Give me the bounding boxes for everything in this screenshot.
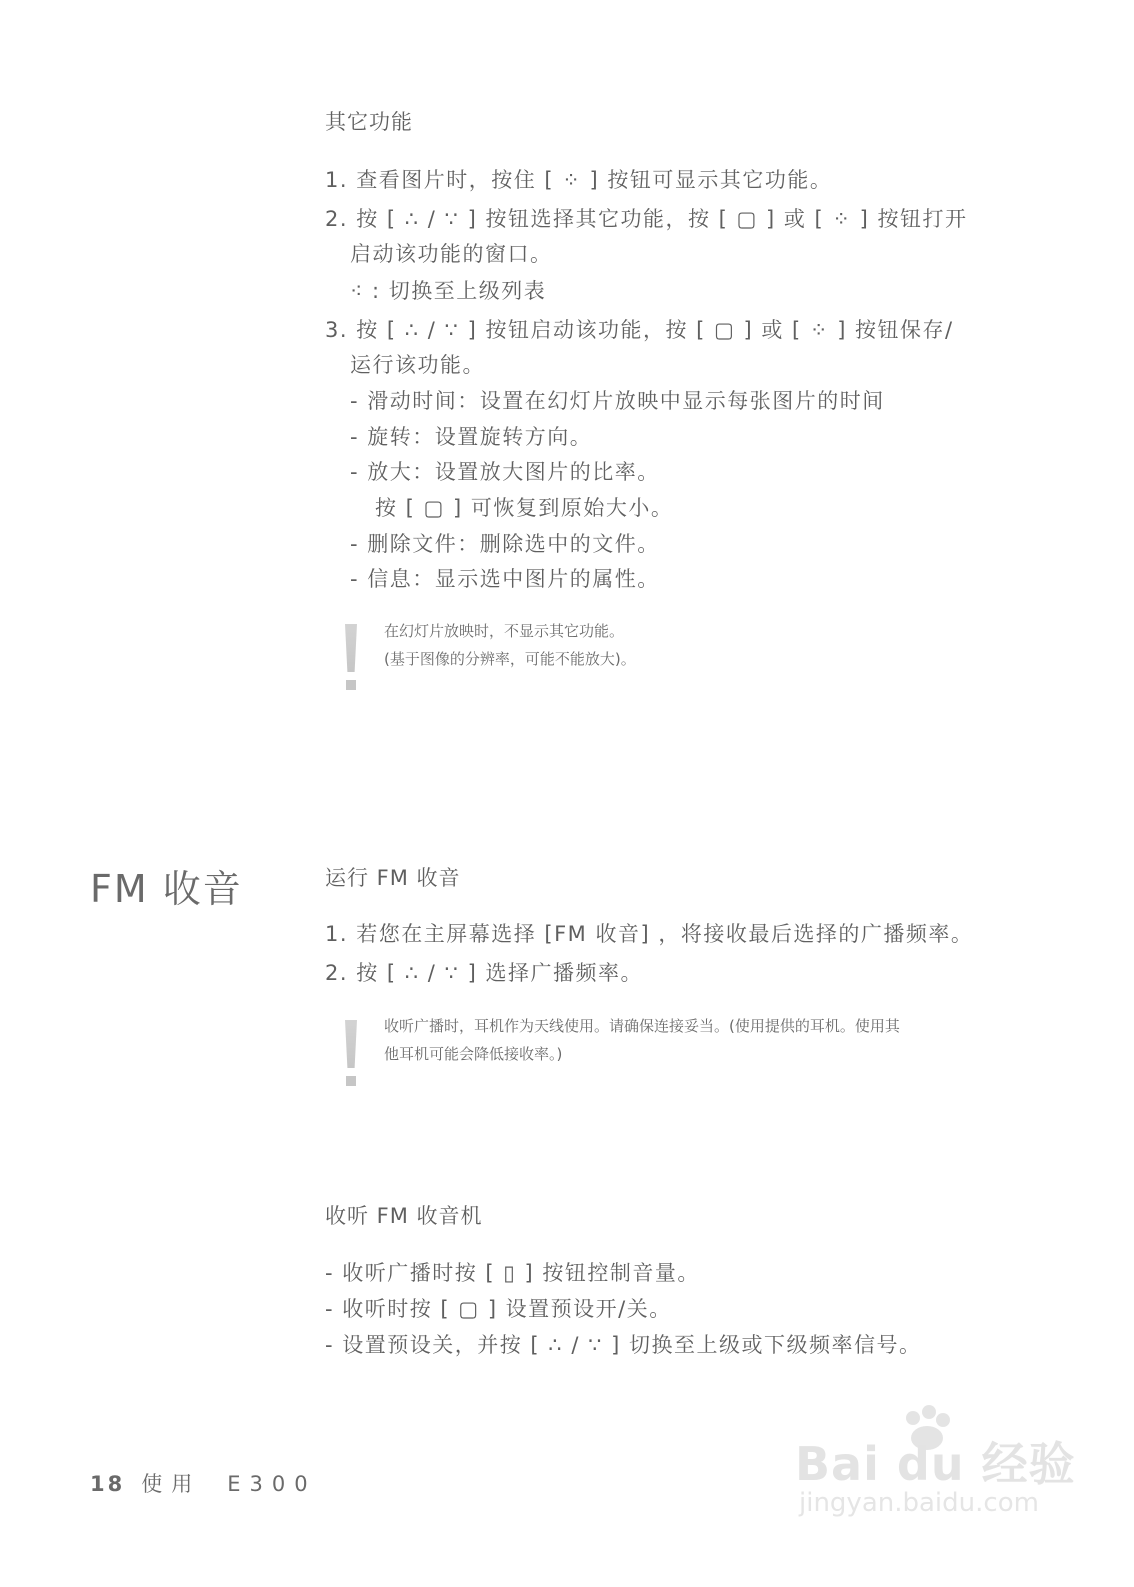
- option-delete: - 删除文件：删除选中的文件。: [350, 532, 660, 556]
- listen-item-preset: - 收听时按 [ ▢ ] 设置预设开/关。: [325, 1297, 672, 1321]
- option-info: - 信息：显示选中图片的属性。: [350, 567, 660, 591]
- section-heading-other-functions: 其它功能: [325, 110, 413, 134]
- listen-item-volume: - 收听广播时按 [ ▯ ] 按钮控制音量。: [325, 1261, 700, 1285]
- step-2-cont: 启动该功能的窗口。: [350, 242, 553, 266]
- footer-model: E300: [227, 1472, 317, 1496]
- step-2: 2. 按 [ ∴ / ∵ ] 按钮选择其它功能，按 [ ▢ ] 或 [ ⁘ ] 按钮打开: [325, 207, 968, 231]
- step-1: 1. 查看图片时，按住 [ ⁘ ] 按钮可显示其它功能。: [325, 168, 833, 192]
- baidu-watermark-logo: [795, 1400, 1076, 1530]
- step-3-cont: 运行该功能。: [350, 353, 485, 377]
- page-number: 18: [90, 1472, 126, 1496]
- page-footer: [90, 1468, 317, 1498]
- watermark-url: jingyan.baidu.com: [799, 1488, 1039, 1518]
- option-slide-time: - 滑动时间：设置在幻灯片放映中显示每张图片的时间: [350, 389, 885, 413]
- section-heading-listen-fm: 收听 FM 收音机: [325, 1204, 483, 1228]
- watermark-brand: Bai du 经验: [795, 1437, 1076, 1491]
- fm-note-line-2: 他耳机可能会降低接收率。): [384, 1045, 563, 1063]
- listen-item-tune: - 设置预设关，并按 [ ∴ / ∵ ] 切换至上级或下级频率信号。: [325, 1333, 922, 1357]
- section-heading-run-fm: 运行 FM 收音: [325, 866, 461, 890]
- step-2-back: ⁖ : 切换至上级列表: [350, 279, 547, 303]
- fm-step-2: 2. 按 [ ∴ / ∵ ] 选择广播频率。: [325, 961, 643, 985]
- footer-label: 使用: [141, 1472, 202, 1496]
- option-rotate: - 旋转：设置旋转方向。: [350, 425, 593, 449]
- option-zoom: - 放大：设置放大图片的比率。: [350, 460, 660, 484]
- note-line-2: (基于图像的分辨率，可能不能放大)。: [384, 650, 636, 668]
- fm-step-1: 1. 若您在主屏幕选择 [FM 收音] ，将接收最后选择的广播频率。: [325, 922, 974, 946]
- fm-note-line-1: 收听广播时，耳机作为天线使用。请确保连接妥当。(使用提供的耳机。使用其: [384, 1017, 900, 1035]
- option-zoom-restore: 按 [ ▢ ] 可恢复到原始大小。: [375, 496, 674, 520]
- step-3: 3. 按 [ ∴ / ∵ ] 按钮启动该功能，按 [ ▢ ] 或 [ ⁘ ] 按钮保存/: [325, 318, 954, 342]
- chapter-title: FM 收音: [90, 867, 243, 911]
- note-line-1: 在幻灯片放映时，不显示其它功能。: [384, 622, 625, 640]
